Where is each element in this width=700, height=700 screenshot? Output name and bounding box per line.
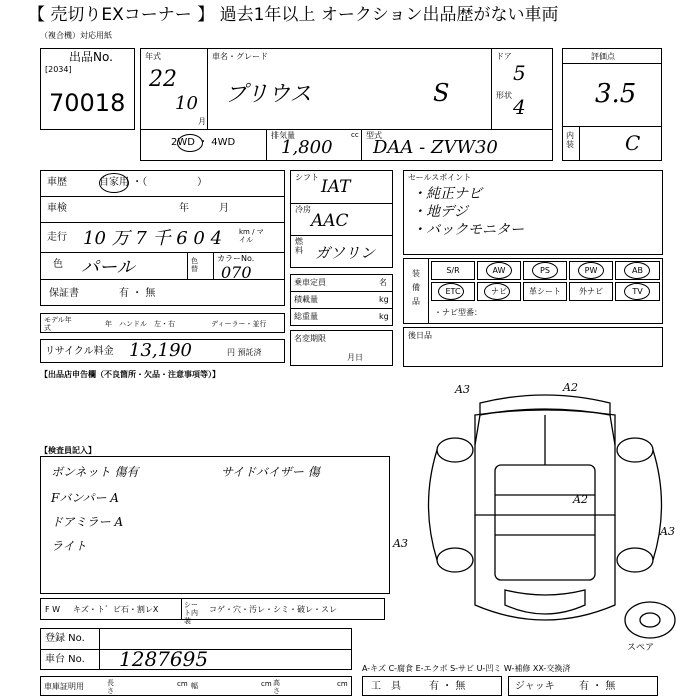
interior-value: C <box>625 131 641 155</box>
color-no-label: カラーNo. <box>217 254 255 263</box>
model-label: 型式 <box>366 131 382 140</box>
listing-label: 出品No. <box>69 50 113 64</box>
capacity-box <box>290 274 393 326</box>
fuel-label: 燃料 <box>295 237 303 255</box>
sales-point-3: ・バックモニター <box>412 222 524 238</box>
dealer-value: ディーラー・並行 <box>211 320 267 328</box>
remarks-box <box>403 327 663 367</box>
reg-label: 登録 No. <box>45 633 85 644</box>
recycle-unit: 円 預託済 <box>227 348 262 357</box>
rating-box <box>562 48 662 161</box>
seat-label: シート内装 <box>184 601 198 625</box>
equip-aw: AW <box>477 261 521 280</box>
car-history-label: 車歴 <box>47 177 67 188</box>
aircon-value: AAC <box>311 211 349 231</box>
sales-point-1: ・純正ナビ <box>412 186 482 202</box>
displacement-label: 排気量 <box>271 131 295 140</box>
name-label: 車名・グレード <box>212 52 268 61</box>
aircon-label: 冷房 <box>295 205 311 214</box>
jack-value: 有 ・ 無 <box>579 681 616 692</box>
cert-row <box>40 676 352 696</box>
rating-label: 評価点 <box>591 52 615 61</box>
equip-leather: 革シート <box>523 282 567 301</box>
equip-ps: PS <box>523 261 567 280</box>
tools-box <box>362 676 502 696</box>
mileage-label: 走行 <box>47 232 67 243</box>
color-change: 色替 <box>191 257 198 273</box>
handle-value: 年 ハンドル 左・右 <box>105 320 175 328</box>
equipment-box <box>403 258 663 324</box>
year-value: 22 <box>149 67 177 92</box>
len-label: 長さ <box>107 679 114 695</box>
sales-points-label: セールスポイント <box>408 173 472 182</box>
load-unit: kg <box>379 295 389 304</box>
color-no-value: 070 <box>221 263 252 282</box>
inspection-value: 年 月 <box>179 203 229 214</box>
navi-type: ・ナビ型番： <box>434 308 482 317</box>
name-change-box <box>290 330 393 366</box>
equipment-label: 装備品 <box>412 269 420 306</box>
hei-unit: cm <box>337 680 348 688</box>
car-grade: S <box>433 79 450 107</box>
note-line-3: Fバンパー A <box>51 491 119 505</box>
displacement-value: 1,800 <box>281 137 333 158</box>
warranty-value: 有 ・ 無 <box>119 288 156 299</box>
spare-label: スペア <box>627 643 655 653</box>
specs-box <box>290 170 393 268</box>
change-unit: 月日 <box>347 353 363 362</box>
drive-circle <box>177 134 203 152</box>
car-name: プリウス <box>225 82 312 107</box>
sales-points-box <box>403 170 663 255</box>
cert-label: 車庫証明用 <box>44 682 84 691</box>
len-unit: cm <box>177 680 188 688</box>
chassis-label: 車台 No. <box>45 654 85 665</box>
doors-value: 5 <box>513 61 526 85</box>
month-value: 10 <box>175 93 198 114</box>
mileage-unit: km / マイル <box>239 228 264 244</box>
gross-unit: kg <box>379 312 389 321</box>
note-line-1: ボンネット 傷有 <box>51 465 139 479</box>
fw-label: F W <box>45 605 61 614</box>
fw-value: キズ・ト゛ビ石・割レX <box>73 605 159 614</box>
diagram-mark-4: A2 <box>573 493 588 506</box>
door-label: ドア <box>496 52 512 61</box>
shape-label: 形状 <box>496 91 512 100</box>
inspector-box <box>40 456 390 594</box>
damage-legend: A-キズ C-腐食 E-エクボ S-サビ U-凹ミ W-補修 XX-交換済 <box>362 664 571 673</box>
capacity-unit: 名 <box>379 278 387 287</box>
car-history-value: 自家用 ・（ ） <box>99 177 208 188</box>
note-line-5: ライト <box>51 539 87 553</box>
load-label: 積載量 <box>294 295 318 304</box>
color-label: 色 <box>53 259 63 270</box>
remarks-label: 後日品 <box>408 331 432 340</box>
jack-label: ジャッキ <box>515 681 555 692</box>
vehicle-box <box>140 48 553 161</box>
rating-score: 3.5 <box>595 79 637 109</box>
year-label: 年式 <box>145 52 161 61</box>
model-year-row <box>40 313 285 333</box>
chassis-value: 1287695 <box>119 647 209 671</box>
top-note: （複合機）対応用紙 <box>40 31 112 40</box>
recycle-label: リサイクル料金 <box>45 346 114 357</box>
equip-etc: ETC <box>431 282 475 301</box>
diagram-mark-2: A2 <box>563 381 578 394</box>
month-unit: 月 <box>198 117 206 126</box>
gross-label: 総重量 <box>294 312 318 321</box>
fuel-value: ガソリン <box>315 244 376 262</box>
mileage-value: 10 万 7 千 6 0 4 <box>83 228 223 249</box>
diagram-mark-3: A3 <box>393 537 408 550</box>
note-line-2: サイドバイザー 傷 <box>221 465 320 479</box>
equip-navi: ナビ <box>477 282 521 301</box>
listing-sub-no: [2034] <box>45 65 72 74</box>
listing-number: 70018 <box>49 89 126 117</box>
equip-pw: PW <box>569 261 613 280</box>
color-value: パール <box>81 257 135 278</box>
inspection-label: 車検 <box>47 203 67 214</box>
equip-ext-navi: 外ナビ <box>569 282 613 301</box>
warranty-label: 保証書 <box>49 288 79 299</box>
jack-box <box>508 676 658 696</box>
capacity-label: 乗車定員 <box>294 278 326 287</box>
model-value: DAA - ZVW30 <box>373 137 498 158</box>
header-title: 【 売切りEXコーナー 】 過去1年以上 オークション出品歴がない車両 <box>28 5 559 25</box>
recycle-value: 13,190 <box>129 340 192 361</box>
wid-unit: cm <box>261 680 272 688</box>
fw-seat-row <box>40 598 385 625</box>
car-diagram <box>395 375 695 655</box>
shift-value: IAT <box>321 177 351 197</box>
sales-point-2: ・地デジ <box>412 204 468 220</box>
seller-notes-label: 【出品店申告欄（不良箇所・欠品・注意事項等）】 <box>40 370 220 379</box>
hei-label: 高さ <box>273 679 280 695</box>
interior-label: 内装 <box>566 131 574 149</box>
listing-box <box>40 48 135 130</box>
wid-label: 幅 <box>191 682 198 690</box>
seat-value: コゲ・穴・汚レ・シミ・破レ・スレ <box>209 605 337 614</box>
equip-ab: AB <box>615 261 660 280</box>
tools-label: 工 具 <box>371 681 401 692</box>
equip-tv: TV <box>615 282 660 301</box>
history-box <box>40 170 285 306</box>
cc-unit: cc <box>351 131 359 139</box>
tools-value: 有 ・ 無 <box>429 681 466 692</box>
reg-chassis-box <box>40 628 352 670</box>
note-line-4: ドアミラー A <box>51 515 124 529</box>
equip-sr: S/R <box>431 261 475 280</box>
drive-type: 2WD ・ 4WD <box>171 137 236 148</box>
inspector-label: 【検査員記入】 <box>40 446 96 455</box>
model-year-label: モデル年式 <box>44 316 72 332</box>
diagram-mark-1: A3 <box>455 383 470 396</box>
shape-value: 4 <box>513 95 526 119</box>
shift-label: シフト <box>295 173 319 182</box>
change-label: 名変期限 <box>294 334 326 343</box>
car-history-circle <box>99 173 129 193</box>
recycle-row <box>40 339 285 363</box>
diagram-mark-5: A3 <box>660 525 675 538</box>
